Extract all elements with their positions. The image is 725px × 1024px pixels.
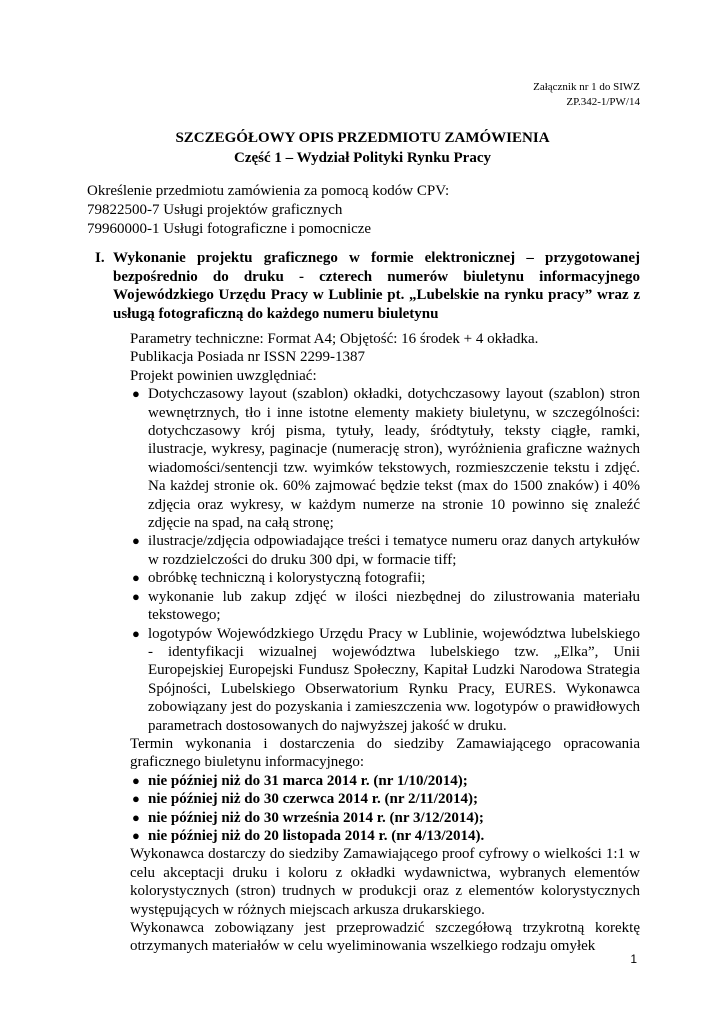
- cpv-code: 79822500-7 Usługi projektów graficznych: [87, 202, 343, 218]
- list-item: ● obróbkę techniczną i kolorystyczną fotografii;: [132, 570, 426, 587]
- bullet-icon: ●: [132, 588, 140, 604]
- bullet-icon: ●: [132, 386, 140, 402]
- cpv-intro: Określenie przedmiotu zamówienia za pomocą kodów CPV:: [87, 183, 450, 199]
- bullet-icon: ●: [132, 625, 140, 641]
- issn-line: Publikacja Posiada nr ISSN 2299-1387: [130, 349, 365, 366]
- bullet-icon: ●: [132, 533, 140, 549]
- list-item: ● nie później niż do 30 września 2014 r. (nr 3/12/2014);: [132, 809, 484, 826]
- bullet-icon: ●: [132, 827, 140, 843]
- title-line-1: SZCZEGÓŁOWY OPIS PRZEDMIOTU ZAMÓWIENIA: [175, 130, 550, 146]
- correction-paragraph: Wykonawca zobowiązany jest przeprowadzić szczegółową trzykrotną korektę otrzymanych materiałów w celu wyeliminowania wszelkiego rodzaju omyłek: [130, 920, 640, 955]
- proof-paragraph: Wykonawca dostarczy do siedziby Zamawiającego proof cyfrowy o wielkości 1:1 w celu akceptacji druku i koloru z okładki wydawnictwa, wybranych elementów kolorystycznych (stron) trudnych w produkcji oraz z elementów kolorystycznych występujących w różnych miejscach arkusza drukarskiego.: [130, 846, 640, 918]
- list-item: ● nie później niż do 20 listopada 2014 r. (nr 4/13/2014).: [132, 827, 485, 844]
- list-item: ● nie później niż do 31 marca 2014 r. (nr 1/10/2014);: [132, 772, 468, 789]
- list-item: ● nie później niż do 30 czerwca 2014 r. (nr 2/11/2014);: [132, 791, 478, 808]
- bullet-icon: ●: [132, 809, 140, 825]
- bullet-icon: ●: [132, 772, 140, 788]
- title-line-2: Część 1 – Wydział Polityki Rynku Pracy: [234, 150, 491, 166]
- deadline-list: [130, 772, 640, 846]
- bullet-icon: ●: [132, 791, 140, 807]
- include-intro: Projekt powinien uwzględniać:: [130, 367, 317, 384]
- requirements-list: [130, 385, 640, 735]
- cpv-block: [87, 182, 647, 239]
- reference-number: ZP.342-1/PW/14: [566, 96, 640, 108]
- list-item: ● Dotychczasowy layout (szablon) okładki, dotychczasowy layout (szablon) stron wewnętrznych, tło i inne istotne elementy makiety biuletynu, w szczególności: dotychczasowy krój pisma, tytuły, leady, śródtytuły, teksty ciągłe, ramki, ilustracje, wykresy, paginacje (numerację stron), wyróżnienia graficzne ważnych wiadomości/sentencji tzw. wyimków tekstowych, rozmieszczenie tekstu i zdjęć. Na każdej stronie ok. 60% zajmować będzie tekst (max do 1500 znaków) i 40% zdjęcia oraz wykresy, w każdym numerze na stronie 10 powinno się znaleźć zdjęcie na spad, na całą stronę;: [132, 386, 640, 532]
- list-item: ● ilustracje/zdjęcia odpowiadające treści i tematyce numeru oraz danych artykułów w rozdzielczości do druku 300 dpi, w formacie tiff;: [132, 533, 640, 568]
- bullet-icon: ●: [132, 570, 140, 586]
- section-body: [130, 330, 640, 956]
- deadline-intro: Termin wykonania i dostarczenia do siedziby Zamawiającego opracowania graficznego biuletynu informacyjnego:: [130, 735, 640, 771]
- section-title: Wykonanie projektu graficznego w formie elektronicznej – przygotowanej bezpośrednio do druku - czterech numerów biuletynu informacyjnego Wojewódzkiego Urzędu Pracy w Lublinie pt. „Lubelskie na rynku pracy” wraz z usługą fotograficzną do każdego numeru biuletynu: [113, 250, 640, 322]
- document-header: [533, 80, 640, 110]
- section-number: I.: [95, 250, 105, 266]
- technical-parameters: Parametry techniczne: Format A4; Objętość: 16 środek + 4 okładka.: [130, 331, 539, 347]
- annex-label: Załącznik nr 1 do SIWZ: [533, 81, 640, 93]
- page-number: 1: [630, 952, 637, 966]
- document-title: [0, 128, 725, 168]
- list-item: ● logotypów Wojewódzkiego Urzędu Pracy w Lublinie, województwa lubelskiego - identyfikacji wizualnej województwa lubelskiego tzw. „Elka”, Unii Europejskiej Europejski Fundusz Społeczny, Kapitał Ludzki Narodowa Strategia Spójności, Lubelskiego Obserwatorium Rynku Pracy, EURES. Wykonawca zobowiązany jest do pozyskania i zamieszczenia ww. logotypów o prawidłowych parametrach dostosowanych do najwyższej jakość w druku.: [132, 625, 640, 734]
- section-heading: [95, 249, 640, 323]
- list-item: ● wykonanie lub zakup zdjęć w ilości niezbędnej do zilustrowania materiału tekstowego;: [132, 588, 640, 624]
- cpv-code: 79960000-1 Usługi fotograficzne i pomocnicze: [87, 221, 372, 237]
